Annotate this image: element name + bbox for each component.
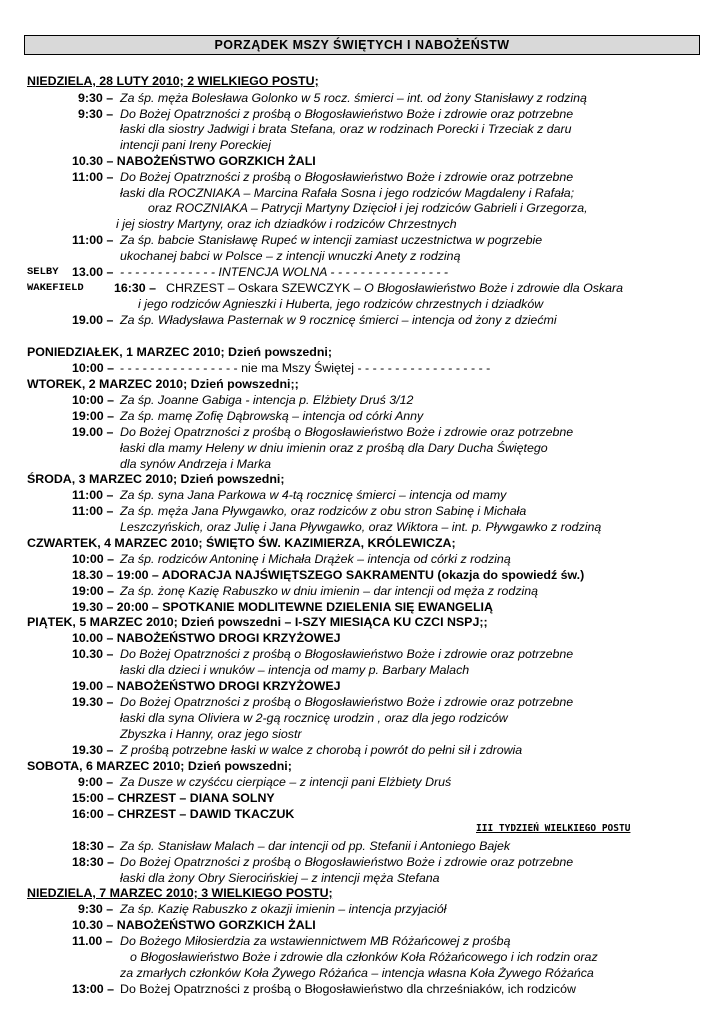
mass-time: 10:00 –	[72, 361, 115, 375]
mass-time: 10:00 –	[72, 393, 115, 407]
service-line: 10.30 – NABOŻEŃSTWO GORZKICH ŻALI	[72, 154, 316, 168]
mass-intention: Do Bożego Miłosierdzia za wstawiennictwem MB Różańcowej z prośbą	[120, 934, 511, 948]
mass-intention: i jej siostry Martyny, oraz ich dziadków i rodziców Chrzestnych	[116, 217, 457, 231]
mass-intention: - - - - - - - - - - - - - - - - nie ma Mszy Świętej - - - - - - - - - - - - - - - - - -	[120, 361, 491, 375]
location-label: SELBY	[27, 266, 59, 278]
service-line: 19.30 – 20:00 – SPOTKANIE MODLITEWNE DZIELENIA SIĘ EWANGELIĄ	[72, 600, 493, 614]
mass-time: 18:30 –	[72, 839, 115, 853]
mass-intention: Za śp. rodziców Antoninę i Michała Drążek – intencja od córki z rodziną	[120, 552, 511, 566]
mass-time: 16:30 –	[114, 281, 157, 295]
mass-time: 9:30 –	[78, 107, 114, 121]
mass-time: 11:00 –	[72, 233, 114, 247]
mass-time: 11:00 –	[72, 504, 114, 518]
mass-time: 10:00 –	[72, 552, 115, 566]
service-line: 10.00 – NABOŻEŃSTWO DROGI KRZYŻOWEJ	[72, 631, 341, 645]
mass-intention: Za śp. babcie Stanisławę Rupeć w intencji zamiast uczestnictwa w pogrzebie	[120, 233, 543, 247]
mass-intention: Za Dusze w czyśćcu cierpiące – z intencji pani Elżbiety Druś	[120, 775, 452, 789]
mass-time: 9:30 –	[78, 91, 114, 105]
mass-intention: intencji pani Ireny Poreckiej	[120, 138, 271, 152]
service-line: 18.30 – 19:00 – ADORACJA NAJŚWIĘTSZEGO SAKRAMENTU (okazja do spowiedź św.)	[72, 568, 585, 582]
week-note: III TYDZIEŃ WIELKIEGO POSTU	[476, 823, 631, 834]
service-line: 10.30 – NABOŻEŃSTWO GORZKICH ŻALI	[72, 918, 316, 932]
location-label: WAKEFIELD	[27, 282, 84, 294]
mass-intention: łaski dla mamy Heleny w dniu imienin oraz z prośbą dla Dary Ducha Świętego	[120, 441, 548, 455]
mass-intention: Leszczyńskich, oraz Julię i Jana Pływgawko, oraz Wiktora – int. p. Pływgawko z rodziną	[120, 520, 602, 534]
mass-intention: CHRZEST – Oskara SZEWCZYK – O Błogosławieństwo Boże i zdrowie dla Oskara	[166, 281, 624, 295]
mass-intention: Do Bożej Opatrzności z prośbą o Błogosławieństwo Boże i zdrowie oraz potrzebne	[120, 107, 574, 121]
day-heading: ŚRODA, 3 MARZEC 2010; Dzień powszedni;	[27, 472, 285, 486]
mass-intention: Do Bożej Opatrzności z prośbą o Błogosławieństwo Boże i zdrowie oraz potrzebne	[120, 855, 574, 869]
mass-time: 13:00 –	[72, 982, 115, 996]
page-title: PORZĄDEK MSZY ŚWIĘTYCH I NABOŻEŃSTW	[24, 35, 700, 55]
service-line: 15:00 – CHRZEST – DIANA SOLNY	[72, 791, 275, 805]
mass-intention: Z prośbą potrzebne łaski w walce z chorobą i powrót do pełni sił i zdrowia	[120, 743, 523, 757]
mass-time: 19.30 –	[72, 743, 114, 757]
mass-intention: łaski dla żony Obry Sierocińskiej – z intencji męża Stefana	[120, 871, 440, 885]
mass-intention: Za śp. męża Jana Pływgawko, oraz rodziców z obu stron Sabinę i Michała	[120, 504, 527, 518]
mass-intention: Za śp. mamę Zofię Dąbrowską – intencja od córki Anny	[120, 409, 424, 423]
day-heading: WTOREK, 2 MARZEC 2010; Dzień powszedni;;	[27, 377, 299, 391]
mass-intention: łaski dla dzieci i wnuków – intencja od mamy p. Barbary Malach	[120, 663, 470, 677]
mass-time: 13.00 –	[72, 265, 114, 279]
day-heading: SOBOTA, 6 MARZEC 2010; Dzień powszedni;	[27, 759, 292, 773]
day-heading: CZWARTEK, 4 MARZEC 2010; ŚWIĘTO ŚW. KAZIMIERZA, KRÓLEWICZA;	[27, 536, 456, 550]
mass-intention: Do Bożej Opatrzności z prośbą o Błogosławieństwo dla chrześniaków, ich rodziców	[120, 982, 576, 996]
day-heading: NIEDZIELA, 28 LUTY 2010; 2 WIELKIEGO POSTU;	[27, 74, 319, 88]
mass-intention: Za śp. Stanisław Malach – dar intencji od pp. Stefanii i Antoniego Bajek	[120, 839, 511, 853]
mass-intention: Za śp. Joanne Gabiga - intencja p. Elżbiety Druś 3/12	[120, 393, 414, 407]
service-line: 16:00 – CHRZEST – DAWID TKACZUK	[72, 807, 295, 821]
mass-intention: dla synów Andrzeja i Marka	[120, 457, 272, 471]
mass-intention: Zbyszka i Hanny, oraz jego siostr	[120, 727, 302, 741]
day-heading: PONIEDZIAŁEK, 1 MARZEC 2010; Dzień powszedni;	[27, 345, 332, 359]
mass-intention: za zmarłych członków Koła Żywego Różańca – intencja własna Koła Żywego Różańca	[120, 966, 594, 980]
mass-time: 19.00 –	[72, 425, 114, 439]
mass-time: 11:00 –	[72, 170, 114, 184]
mass-intention: Za śp. męża Bolesława Golonko w 5 rocz. śmierci – int. od żony Stanisławy z rodziną	[120, 91, 587, 105]
mass-time: 11.00 –	[72, 934, 113, 948]
mass-intention: Do Bożej Opatrzności z prośbą o Błogosławieństwo Boże i zdrowie oraz potrzebne	[120, 425, 574, 439]
mass-intention: Za śp. żonę Kazię Rabuszko w dniu imienin – dar intencji od męża z rodziną	[120, 584, 539, 598]
mass-intention: łaski dla ROCZNIAKA – Marcina Rafała Sosna i jego rodziców Magdaleny i Rafała;	[120, 186, 575, 200]
mass-intention: oraz ROCZNIAKA – Patrycji Martyny Dzięcioł i jej rodziców Gabrieli i Grzegorza,	[148, 201, 588, 215]
mass-time: 10.30 –	[72, 647, 114, 661]
service-line: 19.00 – NABOŻEŃSTWO DROGI KRZYŻOWEJ	[72, 679, 341, 693]
mass-intention: - - - - - - - - - - - - - INTENCJA WOLNA - - - - - - - - - - - - - - - -	[120, 265, 449, 279]
mass-intention: Do Bożej Opatrzności z prośbą o Błogosławieństwo Boże i zdrowie oraz potrzebne	[120, 695, 574, 709]
mass-time: 9:00 –	[78, 775, 114, 789]
mass-intention: łaski dla siostry Jadwigi i brata Stefana, oraz w rodzinach Porecki i Trzeciak z daru	[120, 122, 572, 136]
day-heading: NIEDZIELA, 7 MARZEC 2010; 3 WIELKIEGO POSTU;	[27, 886, 333, 900]
mass-time: 18:30 –	[72, 855, 115, 869]
mass-intention: Do Bożej Opatrzności z prośbą o Błogosławieństwo Boże i zdrowie oraz potrzebne	[120, 647, 574, 661]
mass-intention: i jego rodziców Agnieszki i Huberta, jego rodziców chrzestnych i dziadków	[138, 297, 544, 311]
day-heading: PIĄTEK, 5 MARZEC 2010; Dzień powszedni – I-SZY MIESIĄCA KU CZCI NSPJ;;	[27, 615, 488, 629]
mass-intention: łaski dla syna Oliviera w 2-gą rocznicę urodzin , oraz dla jego rodziców	[120, 711, 508, 725]
mass-time: 19.30 –	[72, 695, 114, 709]
mass-intention: ukochanej babci w Polsce – z intencji wnuczki Anety z rodziną	[120, 249, 461, 263]
mass-time: 11:00 –	[72, 488, 114, 502]
mass-intention: Za śp. syna Jana Parkowa w 4-tą rocznicę śmierci – intencja od mamy	[120, 488, 507, 502]
mass-intention: Do Bożej Opatrzności z prośbą o Błogosławieństwo Boże i zdrowie oraz potrzebne	[120, 170, 574, 184]
mass-time: 19:00 –	[72, 409, 115, 423]
mass-intention: Za śp. Władysława Pasternak w 9 rocznicę śmierci – intencja od żony z dziećmi	[120, 313, 557, 327]
mass-time: 19.00 –	[72, 313, 114, 327]
mass-intention: o Błogosławieństwo Boże i zdrowie dla członków Koła Różańcowego i ich rodzin oraz	[130, 950, 598, 964]
mass-time: 19:00 –	[72, 584, 115, 598]
mass-intention: Za śp. Kazię Rabuszko z okazji imienin – intencja przyjaciół	[120, 902, 447, 916]
mass-time: 9:30 –	[78, 902, 114, 916]
